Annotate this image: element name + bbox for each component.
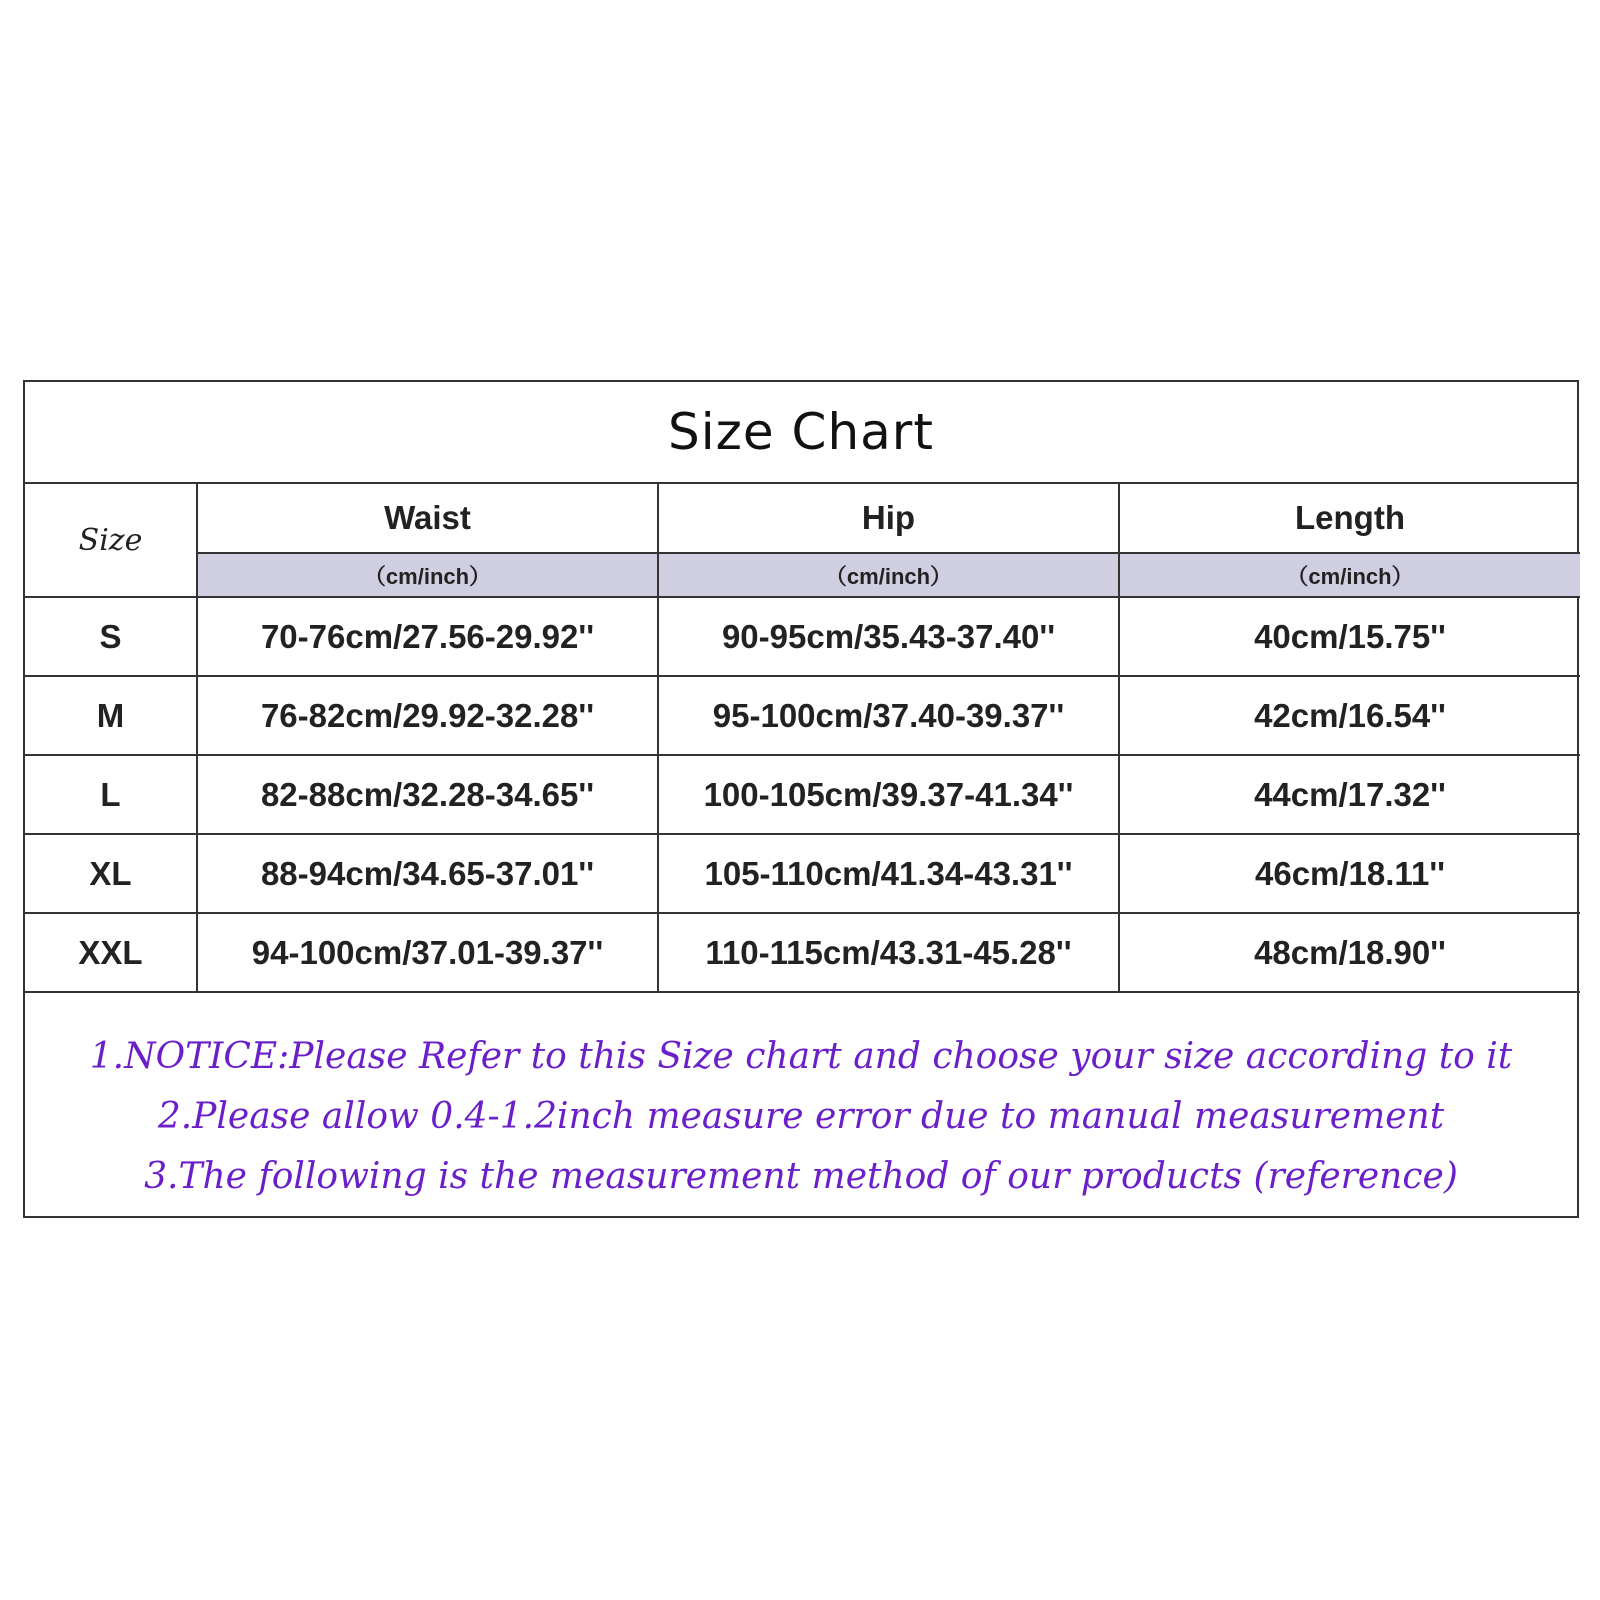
length-cell: 42cm/16.54'' [1119, 676, 1580, 755]
waist-cell: 82-88cm/32.28-34.65'' [197, 755, 658, 834]
hip-cell: 90-95cm/35.43-37.40'' [658, 597, 1119, 676]
size-table [25, 484, 1580, 993]
size-cell: XXL [25, 913, 197, 992]
chart-title: Size Chart [668, 403, 934, 461]
waist-cell: 70-76cm/27.56-29.92'' [197, 597, 658, 676]
size-cell: M [25, 676, 197, 755]
hip-cell: 105-110cm/41.34-43.31'' [658, 834, 1119, 913]
table-row [25, 597, 1580, 676]
note-line: 2.Please allow 0.4-1.2inch measure error due to manual measurement [157, 1096, 1445, 1137]
hip-cell: 95-100cm/37.40-39.37'' [658, 676, 1119, 755]
size-column-header: Size [25, 484, 197, 597]
notes-section [25, 993, 1577, 1207]
table-row [25, 755, 1580, 834]
size-cell: S [25, 597, 197, 676]
note-line: 1.NOTICE:Please Refer to this Size chart and choose your size according to it [89, 1036, 1513, 1077]
length-cell: 48cm/18.90'' [1119, 913, 1580, 992]
note-line: 3.The following is the measurement method of our products (reference) [144, 1156, 1458, 1197]
waist-column-header: Waist [197, 484, 658, 553]
title-row [25, 382, 1577, 484]
hip-cell: 110-115cm/43.31-45.28'' [658, 913, 1119, 992]
table-row [25, 913, 1580, 992]
waist-cell: 94-100cm/37.01-39.37'' [197, 913, 658, 992]
length-unit-label: （cm/inch） [1119, 553, 1580, 597]
unit-row [25, 553, 1580, 597]
length-cell: 40cm/15.75'' [1119, 597, 1580, 676]
waist-cell: 88-94cm/34.65-37.01'' [197, 834, 658, 913]
size-chart [23, 380, 1579, 1218]
waist-cell: 76-82cm/29.92-32.28'' [197, 676, 658, 755]
hip-column-header: Hip [658, 484, 1119, 553]
header-row [25, 484, 1580, 553]
size-cell: L [25, 755, 197, 834]
waist-unit-label: （cm/inch） [197, 553, 658, 597]
length-cell: 44cm/17.32'' [1119, 755, 1580, 834]
size-cell: XL [25, 834, 197, 913]
hip-cell: 100-105cm/39.37-41.34'' [658, 755, 1119, 834]
length-column-header: Length [1119, 484, 1580, 553]
hip-unit-label: （cm/inch） [658, 553, 1119, 597]
length-cell: 46cm/18.11'' [1119, 834, 1580, 913]
table-row [25, 676, 1580, 755]
table-row [25, 834, 1580, 913]
